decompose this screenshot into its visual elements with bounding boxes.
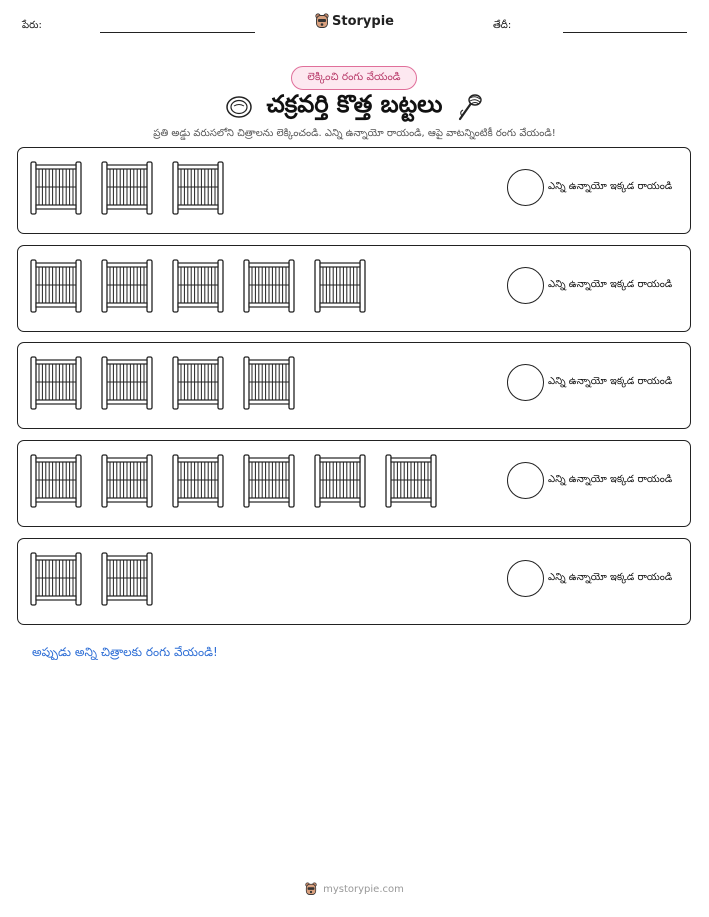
answer-circle[interactable] bbox=[507, 462, 544, 499]
brand-logo bbox=[0, 13, 709, 29]
answer-circle[interactable] bbox=[507, 364, 544, 401]
loom-icon[interactable] bbox=[172, 454, 224, 508]
loom-icon[interactable] bbox=[30, 259, 82, 313]
loom-icon[interactable] bbox=[243, 454, 295, 508]
loom-icon[interactable] bbox=[243, 259, 295, 313]
name-label: పేరు: bbox=[22, 20, 42, 31]
answer-circle[interactable] bbox=[507, 169, 544, 206]
name-line[interactable] bbox=[100, 32, 255, 33]
counting-row bbox=[17, 440, 691, 527]
thread-spool-icon bbox=[456, 92, 484, 122]
bear-icon bbox=[305, 882, 317, 896]
row-pictures bbox=[30, 356, 295, 410]
title-row bbox=[0, 90, 709, 124]
answer-circle[interactable] bbox=[507, 560, 544, 597]
date-line[interactable] bbox=[563, 32, 687, 33]
page-title: చక్రవర్తి కొత్త బట్టలు bbox=[266, 90, 443, 118]
row-pictures bbox=[30, 259, 366, 313]
counting-row bbox=[17, 147, 691, 234]
loom-icon[interactable] bbox=[30, 552, 82, 606]
loom-icon[interactable] bbox=[172, 161, 224, 215]
instructions: ప్రతి అడ్డు వరుసలోని చిత్రాలను లెక్కించండి. ఎన్ని ఉన్నాయో రాయండి, ఆపై వాటన్నింటికీ రంగు వేయండి! bbox=[153, 128, 556, 139]
loom-icon[interactable] bbox=[314, 454, 366, 508]
answer-prompt: ఎన్ని ఉన్నాయో ఇక్కడ రాయండి bbox=[548, 181, 673, 192]
coin-icon bbox=[225, 94, 253, 120]
activity-badge: లెక్కించి రంగు వేయండి bbox=[291, 66, 417, 90]
loom-icon[interactable] bbox=[243, 356, 295, 410]
row-pictures bbox=[30, 552, 153, 606]
answer-prompt: ఎన్ని ఉన్నాయో ఇక్కడ రాయండి bbox=[548, 279, 673, 290]
answer-prompt: ఎన్ని ఉన్నాయో ఇక్కడ రాయండి bbox=[548, 474, 673, 485]
loom-icon[interactable] bbox=[314, 259, 366, 313]
loom-icon[interactable] bbox=[30, 356, 82, 410]
loom-icon[interactable] bbox=[30, 454, 82, 508]
loom-icon[interactable] bbox=[101, 259, 153, 313]
row-pictures bbox=[30, 161, 224, 215]
answer-prompt: ఎన్ని ఉన్నాయో ఇక్కడ రాయండి bbox=[548, 572, 673, 583]
bear-icon bbox=[315, 13, 329, 29]
loom-icon[interactable] bbox=[30, 161, 82, 215]
loom-icon[interactable] bbox=[101, 161, 153, 215]
brand-name: Storypie bbox=[332, 13, 394, 29]
loom-icon[interactable] bbox=[385, 454, 437, 508]
footer-note: అప్పుడు అన్ని చిత్రాలకు రంగు వేయండి! bbox=[32, 645, 218, 659]
loom-icon[interactable] bbox=[101, 454, 153, 508]
answer-prompt: ఎన్ని ఉన్నాయో ఇక్కడ రాయండి bbox=[548, 376, 673, 387]
loom-icon[interactable] bbox=[172, 259, 224, 313]
loom-icon[interactable] bbox=[101, 552, 153, 606]
counting-row bbox=[17, 538, 691, 625]
loom-icon[interactable] bbox=[172, 356, 224, 410]
loom-icon[interactable] bbox=[101, 356, 153, 410]
site-footer bbox=[0, 882, 709, 896]
answer-circle[interactable] bbox=[507, 267, 544, 304]
row-pictures bbox=[30, 454, 437, 508]
date-label: తేదీ: bbox=[493, 20, 512, 31]
counting-row bbox=[17, 342, 691, 429]
site-url: mystorypie.com bbox=[323, 883, 404, 895]
counting-row bbox=[17, 245, 691, 332]
